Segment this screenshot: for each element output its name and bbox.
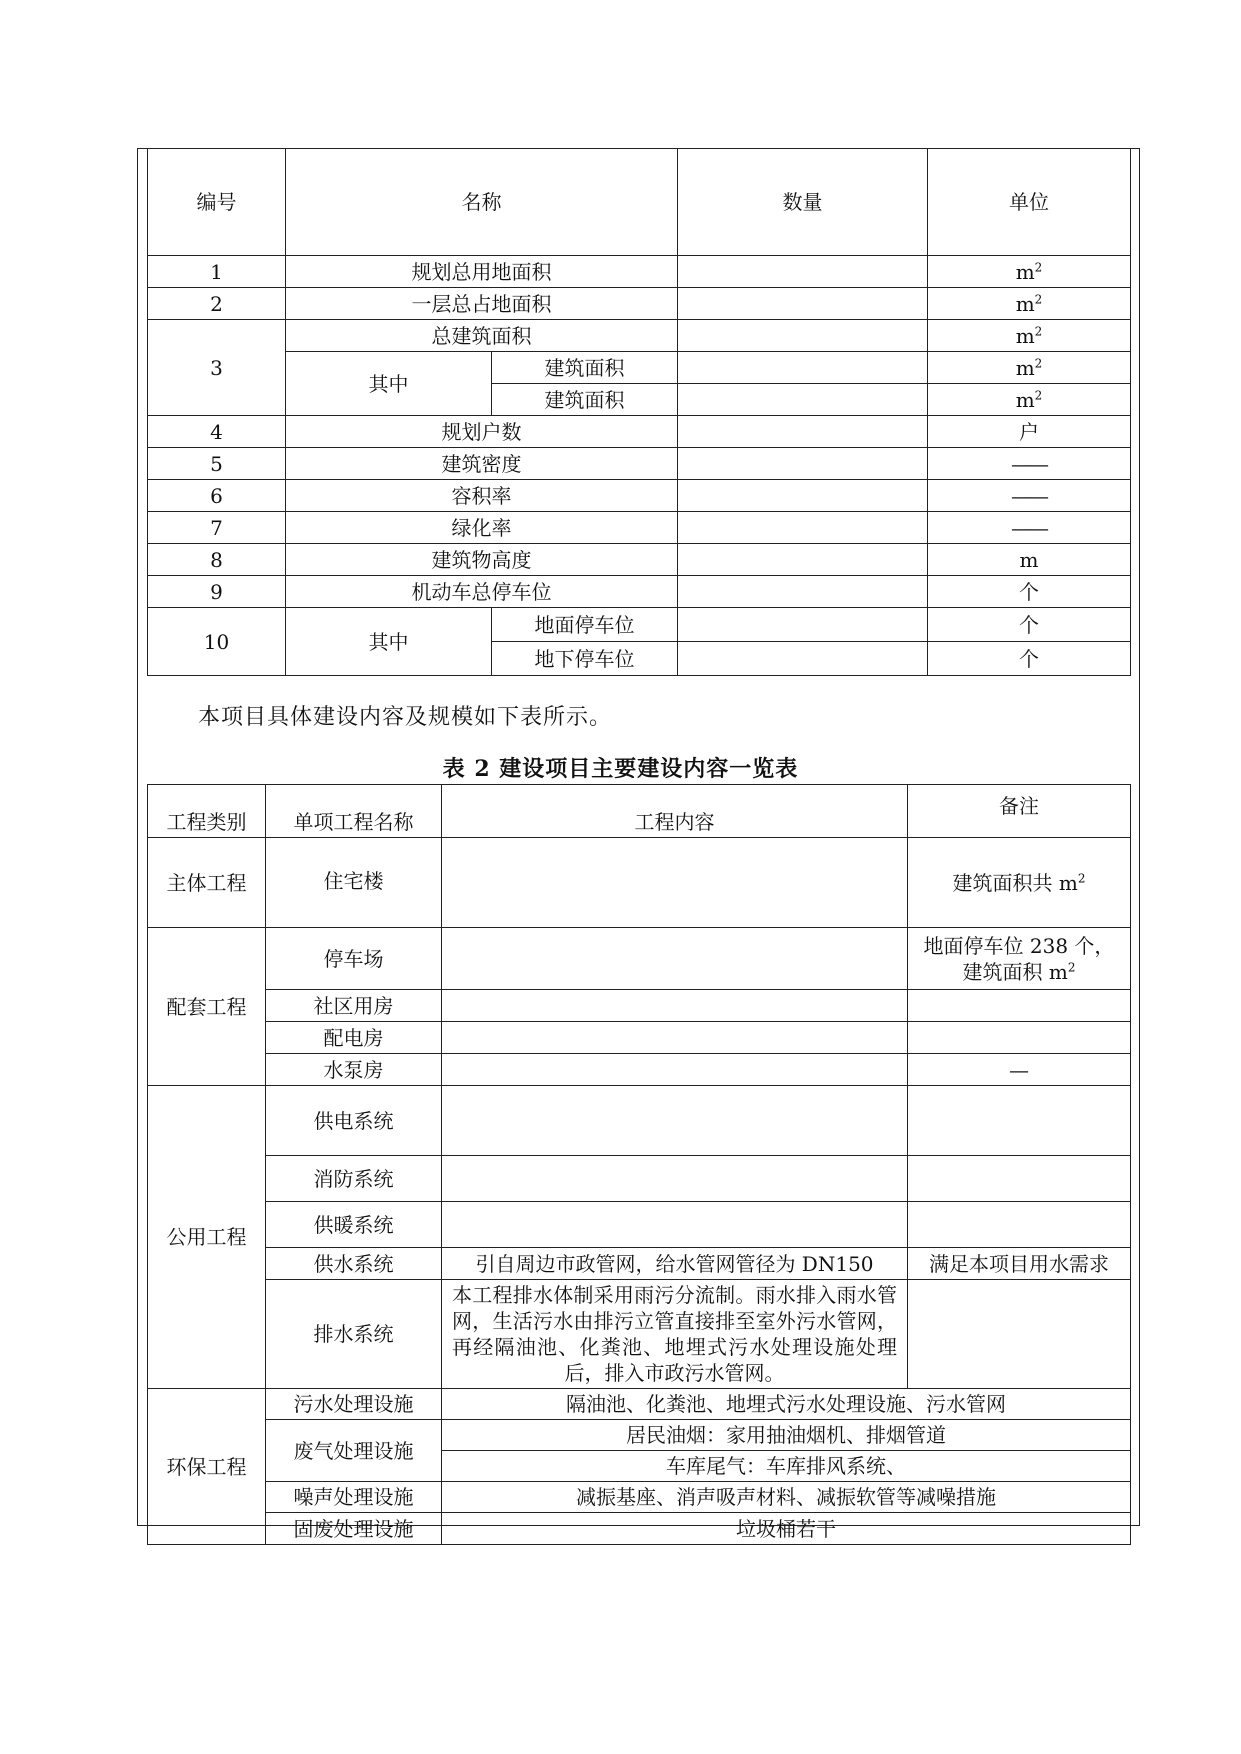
table-row — [148, 288, 1131, 320]
category-cell: 主体工程 — [148, 838, 266, 928]
row-quantity — [678, 256, 928, 288]
row-unit: 个 — [928, 642, 1131, 676]
row-name: 建筑面积 — [492, 384, 678, 416]
item-content: 本工程排水体制采用雨污分流制。雨水排入雨水管网，生活污水由排污立管直接排至室外污水管网，再经隔油池、化粪池、地埋式污水处理设施处理后，排入市政污水管网。 — [442, 1280, 908, 1389]
row-name: 建筑物高度 — [286, 544, 678, 576]
table-row — [148, 928, 1131, 990]
row-name: 一层总占地面积 — [286, 288, 678, 320]
item-note — [908, 928, 1131, 990]
row-name: 总建筑面积 — [286, 320, 678, 352]
table-row — [148, 1022, 1131, 1054]
table-row — [148, 448, 1131, 480]
row-quantity — [678, 384, 928, 416]
row-unit: 个 — [928, 576, 1131, 608]
table-row — [148, 1248, 1131, 1280]
row-name: 机动车总停车位 — [286, 576, 678, 608]
item-name: 配电房 — [266, 1022, 442, 1054]
row-unit: $m^2$ — [928, 352, 1131, 384]
table-row — [148, 990, 1131, 1022]
row-subgroup: 其中 — [286, 608, 492, 676]
item-content — [442, 1054, 908, 1086]
header-content: 工程内容 — [442, 785, 908, 838]
row-unit: $m^2$ — [928, 384, 1131, 416]
row-quantity — [678, 288, 928, 320]
row-unit: $m^2$ — [928, 288, 1131, 320]
item-content: 隔油池、化粪池、地埋式污水处理设施、污水管网 — [442, 1389, 1131, 1420]
table-row — [148, 1389, 1131, 1420]
category-cell: 环保工程 — [148, 1389, 266, 1545]
item-content: 引自周边市政管网，给水管网管径为 DN150 — [442, 1248, 908, 1280]
table-header-row — [148, 785, 1131, 838]
header-unit: 单位 — [928, 149, 1131, 256]
row-quantity — [678, 576, 928, 608]
row-subgroup: 其中 — [286, 352, 492, 416]
row-name: 地下停车位 — [492, 642, 678, 676]
row-quantity — [678, 448, 928, 480]
item-name: 固废处理设施 — [266, 1513, 442, 1545]
item-content — [442, 1086, 908, 1156]
item-content: 居民油烟：家用抽油烟机、排烟管道 — [442, 1420, 1131, 1451]
item-name: 供电系统 — [266, 1086, 442, 1156]
project-indicators-table — [147, 148, 1131, 676]
item-note — [908, 1086, 1131, 1156]
table-row — [148, 352, 1131, 384]
header-name: 名称 — [286, 149, 678, 256]
table-row — [148, 838, 1131, 928]
header-no: 编号 — [148, 149, 286, 256]
category-cell: 公用工程 — [148, 1086, 266, 1389]
table-caption: 表 2 建设项目主要建设内容一览表 — [442, 756, 799, 782]
item-name: 排水系统 — [266, 1280, 442, 1389]
item-name: 住宅楼 — [266, 838, 442, 928]
table-row — [148, 1420, 1131, 1451]
row-no: 2 — [148, 288, 286, 320]
body-paragraph: 本项目具体建设内容及规模如下表所示。 — [198, 705, 613, 730]
item-content — [442, 990, 908, 1022]
item-name: 污水处理设施 — [266, 1389, 442, 1420]
row-quantity — [678, 352, 928, 384]
row-name: 地面停车位 — [492, 608, 678, 642]
item-note — [908, 1280, 1131, 1389]
header-quantity: 数量 — [678, 149, 928, 256]
item-content: 减振基座、消声吸声材料、减振软管等减噪措施 — [442, 1482, 1131, 1513]
row-no: 10 — [148, 608, 286, 676]
row-unit: $m^2$ — [928, 320, 1131, 352]
header-note: 备注 — [908, 785, 1131, 838]
row-quantity — [678, 608, 928, 642]
item-note: 满足本项目用水需求 — [908, 1248, 1131, 1280]
table-row — [148, 544, 1131, 576]
row-no: 4 — [148, 416, 286, 448]
item-note — [908, 990, 1131, 1022]
note-line: 建筑面积 $m^2$ — [962, 959, 1076, 984]
table-row — [148, 512, 1131, 544]
table-row — [148, 1202, 1131, 1248]
row-no: 3 — [148, 320, 286, 416]
item-name: 供暖系统 — [266, 1202, 442, 1248]
item-note: 建筑面积共 $m^2$ — [908, 838, 1131, 928]
table-row — [148, 320, 1131, 352]
row-quantity — [678, 320, 928, 352]
row-name: 绿化率 — [286, 512, 678, 544]
table-row — [148, 1156, 1131, 1202]
row-no: 5 — [148, 448, 286, 480]
row-quantity — [678, 416, 928, 448]
table-row — [148, 1513, 1131, 1545]
row-name: 规划总用地面积 — [286, 256, 678, 288]
note-line: 地面停车位 238 个， — [923, 933, 1115, 958]
row-name: 容积率 — [286, 480, 678, 512]
item-name: 噪声处理设施 — [266, 1482, 442, 1513]
item-content — [442, 838, 908, 928]
row-unit: —— — [928, 512, 1131, 544]
construction-content-table — [147, 784, 1131, 1545]
item-content — [442, 1202, 908, 1248]
table-row — [148, 1482, 1131, 1513]
row-name: 规划户数 — [286, 416, 678, 448]
row-quantity — [678, 544, 928, 576]
header-item-name: 单项工程名称 — [266, 785, 442, 838]
row-unit: $m^2$ — [928, 256, 1131, 288]
item-content — [442, 1156, 908, 1202]
item-content: 车库尾气：车库排风系统、 — [442, 1451, 1131, 1482]
item-name: 水泵房 — [266, 1054, 442, 1086]
table-row — [148, 576, 1131, 608]
row-no: 7 — [148, 512, 286, 544]
row-unit: —— — [928, 448, 1131, 480]
row-unit: —— — [928, 480, 1131, 512]
table-row — [148, 1054, 1131, 1086]
row-no: 1 — [148, 256, 286, 288]
item-name: 消防系统 — [266, 1156, 442, 1202]
row-name: 建筑面积 — [492, 352, 678, 384]
table-header-row — [148, 149, 1131, 256]
item-note: — — [908, 1054, 1131, 1086]
table-row — [148, 256, 1131, 288]
category-cell: 配套工程 — [148, 928, 266, 1086]
item-name: 供水系统 — [266, 1248, 442, 1280]
table-row — [148, 1280, 1131, 1389]
item-note — [908, 1156, 1131, 1202]
header-category: 工程类别 — [148, 785, 266, 838]
row-unit: 户 — [928, 416, 1131, 448]
item-note — [908, 1022, 1131, 1054]
row-unit: 个 — [928, 608, 1131, 642]
row-quantity — [678, 512, 928, 544]
item-content — [442, 1022, 908, 1054]
item-name: 停车场 — [266, 928, 442, 990]
row-unit: m — [928, 544, 1131, 576]
item-note — [908, 1202, 1131, 1248]
table-row — [148, 416, 1131, 448]
table-row — [148, 608, 1131, 642]
row-quantity — [678, 642, 928, 676]
row-no: 8 — [148, 544, 286, 576]
item-name: 社区用房 — [266, 990, 442, 1022]
item-content — [442, 928, 908, 990]
table-row — [148, 480, 1131, 512]
row-no: 6 — [148, 480, 286, 512]
table-row — [148, 1086, 1131, 1156]
row-quantity — [678, 480, 928, 512]
item-name: 废气处理设施 — [266, 1420, 442, 1482]
row-no: 9 — [148, 576, 286, 608]
row-name: 建筑密度 — [286, 448, 678, 480]
item-content: 垃圾桶若干 — [442, 1513, 1131, 1545]
